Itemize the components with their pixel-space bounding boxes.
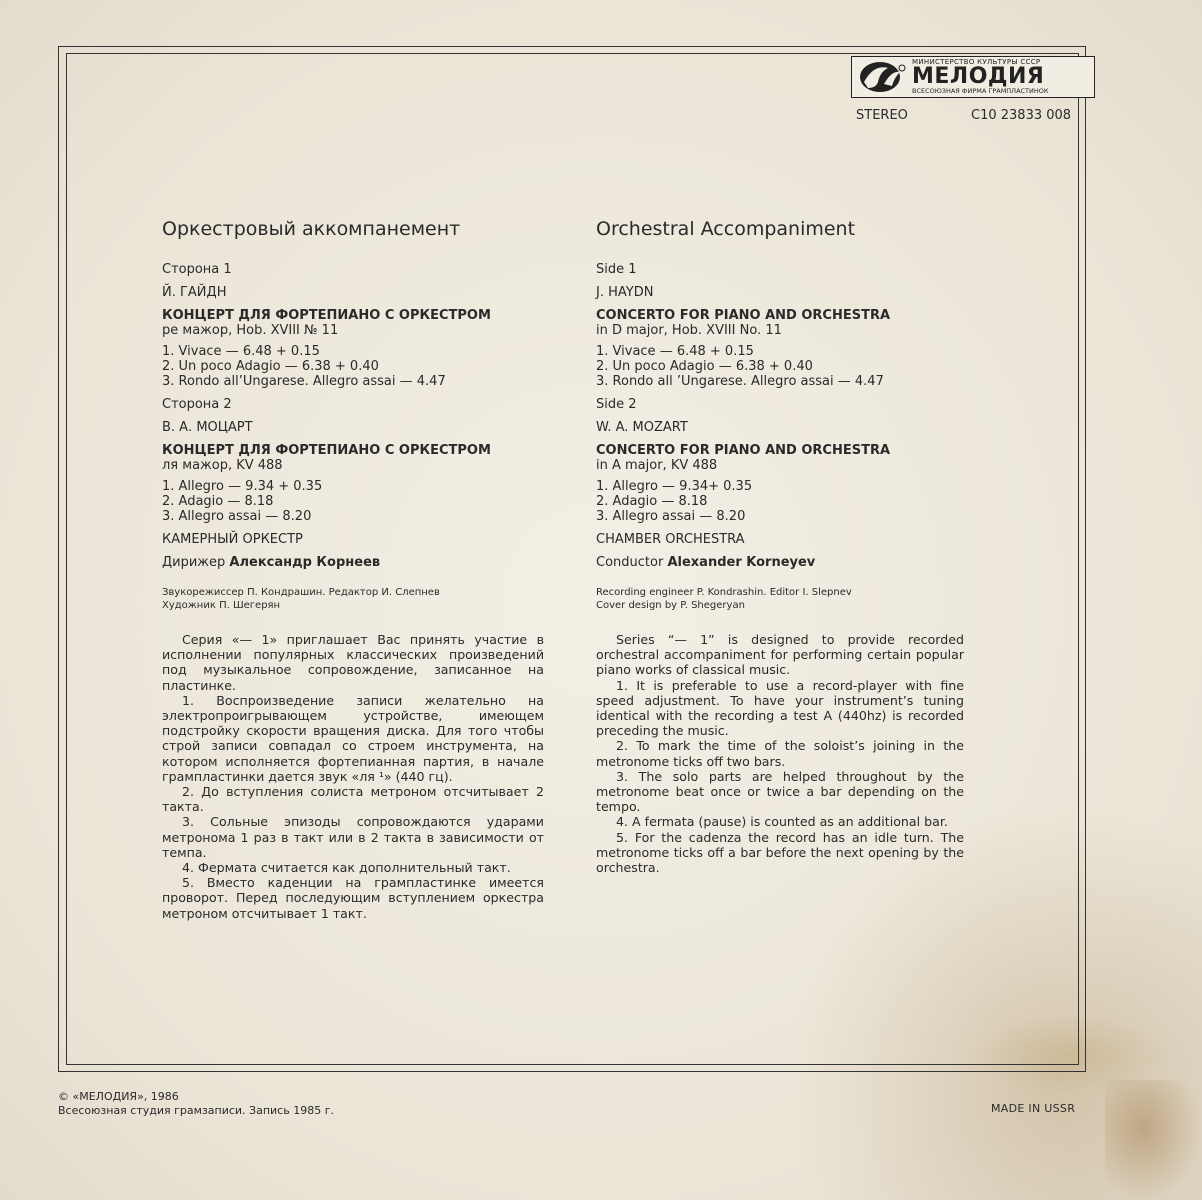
ru-side1-work: КОНЦЕРТ ДЛЯ ФОРТЕПИАНО С ОРКЕСТРОМ (162, 308, 491, 323)
en-conductor (596, 555, 976, 570)
ru-note-paragraph: 1. Воспроизведение записи желательно на электропроигрывающем устройстве, имеющем подстройку скорости вращения диска. Для того чтобы строй записи совпадал со строем инструмента, на котором исполняется фортепианная партия, в начале грампластинки дается звук «ля ¹» (440 гц). (162, 692, 544, 784)
en-side1-movement: 3. Rondo all ’Ungarese. Allegro assai — 4.47 (596, 374, 884, 389)
logo-bottom-line: ВСЕСОЮЗНАЯ ФИРМА ГРАМПЛАСТИНОК (912, 87, 1049, 96)
stereo-label: STEREO (856, 108, 908, 123)
en-side2-label: Side 2 (596, 397, 637, 412)
en-conductor-label: Conductor (596, 555, 664, 570)
ru-orchestra: КАМЕРНЫЙ ОРКЕСТР (162, 532, 303, 547)
en-side2-key: in A major, KV 488 (596, 458, 718, 473)
ru-tracklist (162, 218, 542, 612)
ru-side2-movement: 1. Allegro — 9.34 + 0.35 (162, 479, 323, 494)
logo-brand: МЕЛОДИЯ (912, 64, 1045, 90)
ru-side1-movement: 3. Rondo all’Ungarese. Allegro assai — 4.47 (162, 374, 446, 389)
en-notes (596, 632, 964, 875)
ru-credits: Звукорежиссер П. Кондрашин. Редактор И. Слепнев (162, 587, 440, 598)
footer-copyright (58, 1090, 334, 1118)
en-side1-key: in D major, Hob. XVIII No. 11 (596, 323, 782, 338)
copyright-line: © «МЕЛОДИЯ», 1986 (58, 1090, 179, 1103)
made-in-label: MADE IN USSR (991, 1102, 1076, 1115)
en-side2-movement: 1. Allegro — 9.34+ 0.35 (596, 479, 753, 494)
melodiya-logo (851, 56, 1095, 98)
ru-note-paragraph: 3. Сольные эпизоды сопровождаются ударами метронома 1 раз в такт или в 2 такта в зависимости от темпа. (162, 814, 544, 860)
en-note-paragraph: 3. The solo parts are helped throughout by the metronome beat once or twice a bar depending on the tempo. (596, 768, 964, 815)
studio-line: Всесоюзная студия грамзаписи. Запись 1985 г. (58, 1104, 334, 1117)
ru-side1-composer: Й. ГАЙДН (162, 285, 227, 300)
ru-side2-movement: 2. Adagio — 8.18 (162, 494, 274, 509)
en-note-paragraph: 1. It is preferable to use a record-player with fine speed adjustment. To have your instrument’s tuning identical with the recording a test A (440hz) is recorded preceding the music. (596, 677, 964, 739)
en-side2-movement: 3. Allegro assai — 8.20 (596, 509, 746, 524)
ru-side2-work: КОНЦЕРТ ДЛЯ ФОРТЕПИАНО С ОРКЕСТРОМ (162, 443, 491, 458)
en-side2-work: CONCERTO FOR PIANO AND ORCHESTRA (596, 443, 891, 458)
catalog-number: С10 23833 008 (971, 108, 1072, 123)
ru-conductor (162, 555, 542, 570)
ru-notes (162, 632, 544, 921)
ru-note-paragraph: 2. До вступления солиста метроном отсчитывает 2 такта. (162, 784, 544, 815)
ru-side1-key: ре мажор, Hob. XVIII № 11 (162, 323, 339, 338)
ru-heading: Оркестровый аккомпанемент (162, 218, 461, 240)
en-side2-movement: 2. Adagio — 8.18 (596, 494, 708, 509)
en-credits: Cover design by P. Shegeryan (596, 600, 745, 611)
en-credits: Recording engineer P. Kondrashin. Editor I. Slepnev (596, 587, 852, 598)
en-note-paragraph: 5. For the cadenza the record has an idle turn. The metronome ticks off a bar before the next opening by the orchestra. (596, 829, 964, 876)
melodiya-logo-icon (852, 58, 912, 96)
ru-side2-movement: 3. Allegro assai — 8.20 (162, 509, 312, 524)
stain (1105, 1080, 1202, 1200)
ru-side1-label: Сторона 1 (162, 262, 232, 277)
en-side1-movement: 2. Un poco Adagio — 6.38 + 0.40 (596, 359, 813, 374)
ru-side2-label: Сторона 2 (162, 397, 232, 412)
en-side1-composer: J. HAYDN (596, 285, 654, 300)
en-note-paragraph: 2. To mark the time of the soloist’s joining in the metronome ticks off two bars. (596, 738, 964, 769)
ru-side1-movement: 2. Un poco Adagio — 6.38 + 0.40 (162, 359, 379, 374)
en-note-paragraph: Series “— 1” is designed to provide recorded orchestral accompaniment for performing certain popular piano works of classical music. (596, 632, 964, 678)
en-side1-movement: 1. Vivace — 6.48 + 0.15 (596, 344, 754, 359)
logo-top-line: МИНИСТЕРСТВО КУЛЬТУРЫ СССР (912, 58, 1041, 67)
en-note-paragraph: 4. A fermata (pause) is counted as an additional bar. (616, 814, 948, 830)
en-conductor-name: Alexander Korneyev (667, 555, 816, 570)
ru-conductor-label: Дирижер (162, 555, 226, 570)
ru-side2-key: ля мажор, KV 488 (162, 458, 283, 473)
ru-note-paragraph: 4. Фермата считается как дополнительный такт. (182, 860, 511, 876)
en-side2-composer: W. A. MOZART (596, 420, 688, 435)
ru-side2-composer: В. А. МОЦАРТ (162, 420, 253, 435)
ru-note-paragraph: Серия «— 1» приглашает Вас принять участие в исполнении популярных классических произведений под музыкальное сопровождение, записанное на пластинке. (162, 632, 544, 693)
ru-side1-movement: 1. Vivace — 6.48 + 0.15 (162, 344, 320, 359)
ru-credits: Художник П. Шегерян (162, 600, 281, 611)
en-orchestra: CHAMBER ORCHESTRA (596, 532, 745, 547)
ru-conductor-name: Александр Корнеев (229, 555, 381, 570)
en-side1-label: Side 1 (596, 262, 637, 277)
ru-note-paragraph: 5. Вместо каденции на грампластинке имеется проворот. Перед последующим вступлением оркестра метроном отсчитывает 1 такт. (162, 875, 544, 921)
en-side1-work: CONCERTO FOR PIANO AND ORCHESTRA (596, 308, 891, 323)
en-heading: Orchestral Accompaniment (596, 218, 856, 240)
en-tracklist (596, 218, 976, 612)
